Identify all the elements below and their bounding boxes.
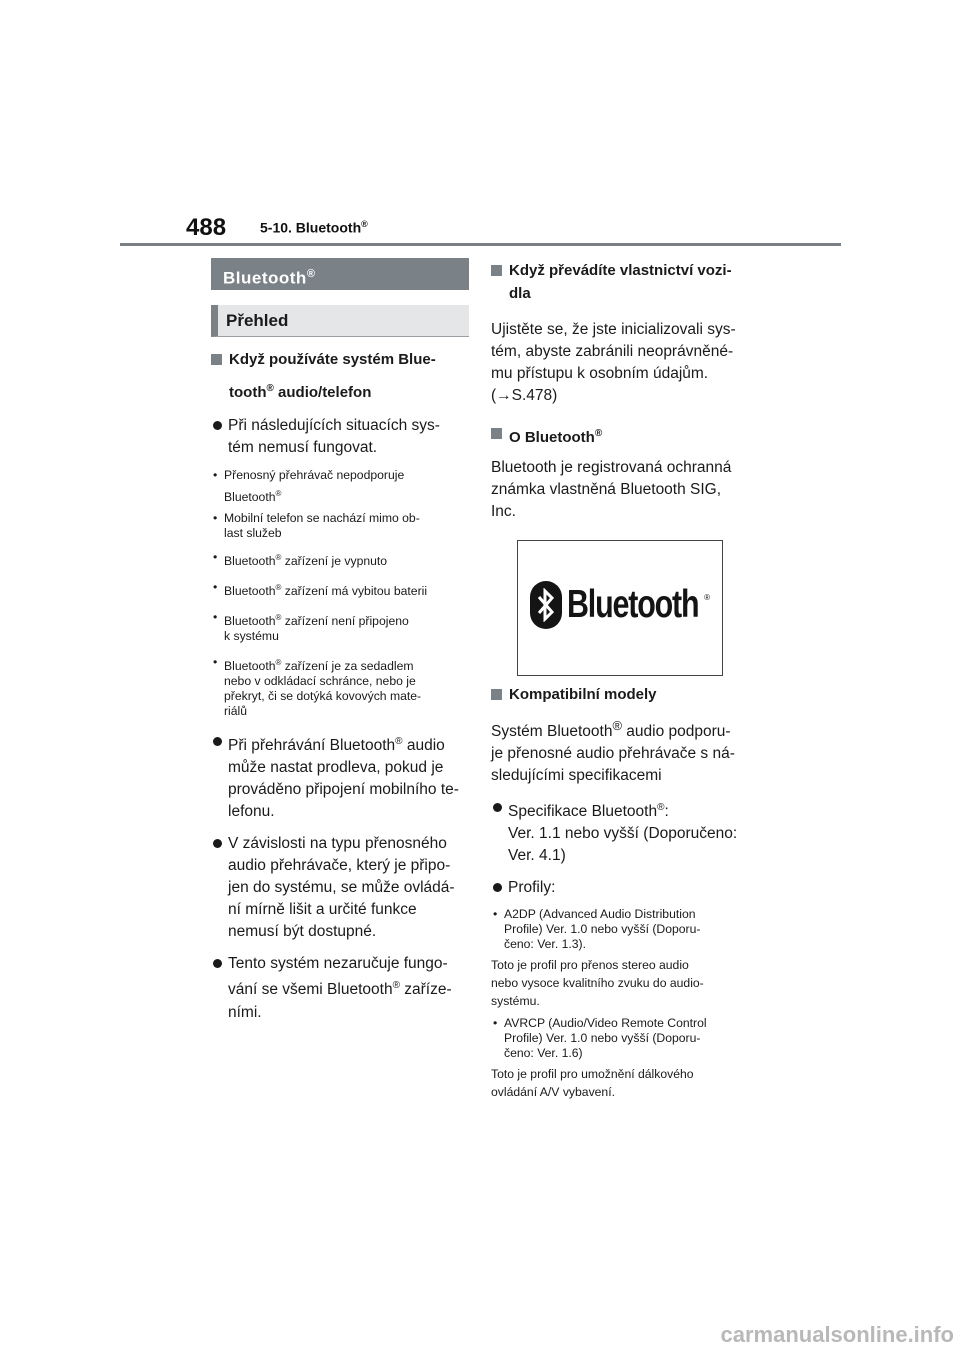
heading-audio-phone (211, 347, 469, 405)
note-a2dp (491, 956, 753, 1010)
left-column (211, 258, 469, 1024)
list-text: Bluetooth (224, 490, 276, 505)
heading-text: tooth (229, 384, 267, 401)
para-line: je přenosné audio přehrávače s ná- (491, 745, 735, 763)
bullet-line: ními. (228, 1003, 262, 1021)
bullet-line: Ver. 1.1 nebo vyšší (Doporučeno: (508, 825, 738, 843)
bullet-spec (491, 797, 753, 867)
page-reference: (→S.478) (491, 387, 558, 404)
list-text: Bluetooth (224, 584, 276, 599)
bullet-situations (211, 415, 469, 459)
note-line: nebo vysoce kvalitního zvuku do audio- (491, 976, 704, 991)
list-line: last služeb (224, 526, 282, 541)
heading-line: Když převádíte vlastnictví vozi- (509, 262, 732, 279)
list-item (211, 655, 469, 719)
registered-mark: ® (395, 736, 403, 748)
heading-line: Kompatibilní modely (509, 686, 657, 703)
registered-mark: ® (275, 658, 282, 668)
registered-mark: ® (275, 489, 282, 498)
para-line: tém, abyste zabránili neoprávněné- (491, 343, 734, 360)
para-line: Inc. (491, 503, 516, 520)
para-line: Ujistěte se, že jste inicializovali sys- (491, 321, 736, 338)
list-item (211, 580, 469, 599)
section-title-text: 5-10. Bluetooth (260, 219, 362, 236)
list-text: zařízení je za sedadlem (281, 659, 414, 674)
heading-line: dla (509, 285, 531, 302)
bullet-line: prováděno připojení mobilního te- (228, 781, 459, 799)
list-text: Bluetooth (224, 614, 276, 629)
list-text: zařízení má vybitou baterii (281, 584, 428, 599)
chapter-title: Bluetooth (223, 268, 307, 288)
paragraph-init (491, 319, 753, 407)
list-line: • Mobilní telefon se nachází mimo ob- (224, 511, 420, 526)
paragraph-trademark (491, 457, 753, 523)
bullet-text: : (664, 803, 669, 821)
list-text: zařízení je vypnuto (281, 554, 388, 569)
list-line (224, 610, 469, 629)
list-line: nebo v odkládací schránce, nebo je (224, 674, 416, 689)
registered-mark: ® (306, 268, 316, 280)
bullet-line: nemusí být dostupné. (228, 923, 377, 941)
list-line: Profile) Ver. 1.0 nebo vyšší (Doporu- (504, 1031, 701, 1046)
list-text: zařízení není připojeno (281, 614, 409, 629)
note-line: Toto je profil pro umožnění dálkového (491, 1067, 694, 1082)
subtitle-bar: Přehled (211, 305, 469, 337)
para-line: sledujícími specifikacemi (491, 767, 662, 785)
note-line: Toto je profil pro přenos stereo audio (491, 958, 689, 973)
list-text: Bluetooth (224, 554, 276, 569)
list-line (224, 580, 469, 599)
registered-mark: ® (361, 219, 368, 229)
logo-wordmark: Bluetooth (567, 583, 699, 626)
bullet-line: může nastat prodleva, pokud je (228, 759, 444, 777)
list-line: k systému (224, 629, 279, 644)
list-item (211, 468, 469, 505)
heading-compatible-models (491, 682, 753, 707)
list-line: riálů (224, 704, 248, 719)
bullet-line: Ver. 4.1) (508, 847, 566, 865)
chapter-title-bar (211, 258, 469, 290)
list-line: Profile) Ver. 1.0 nebo vyšší (Doporu- (504, 922, 701, 937)
logo-registered-mark: ® (704, 593, 710, 602)
bullet-line: audio přehrávače, který je připo- (228, 857, 451, 875)
list-line: překryt, či se dotýká kovových mate- (224, 689, 422, 704)
page-number: 488 (186, 214, 227, 241)
watermark-site[interactable]: carmanualsonline.info (720, 1322, 954, 1347)
paragraph-support (491, 715, 753, 787)
section-title (260, 219, 368, 236)
bullet-line: lefonu. (228, 803, 275, 821)
list-item-a2dp (491, 907, 753, 952)
list-text: Bluetooth (224, 659, 276, 674)
registered-mark: ® (266, 383, 274, 394)
bluetooth-logo (517, 540, 723, 676)
bullet-line (228, 975, 469, 1001)
list-line: • Přenosný přehrávač nepodporuje (224, 468, 405, 482)
registered-mark: ® (275, 583, 282, 593)
bullet-line: Při následujících situacích sys- (228, 417, 440, 434)
note-line: systému. (491, 994, 540, 1009)
para-line: mu přístupu k osobním údajům. (491, 365, 709, 382)
page-header (0, 0, 960, 250)
heading-ownership (491, 258, 753, 306)
bullet-line: ní mírně lišit a určité funkce (228, 901, 417, 919)
heading-text: audio/telefon (273, 384, 372, 401)
list-line: čeno: Ver. 1.6) (504, 1046, 583, 1061)
bullet-text: Specifikace Bluetooth (508, 803, 658, 821)
bluetooth-rune-icon (530, 581, 562, 629)
right-column (491, 258, 753, 1101)
heading-line (509, 421, 753, 450)
list-line: • AVRCP (Audio/Video Remote Control (504, 1016, 707, 1031)
bluetooth-rune-svg (536, 588, 556, 622)
list-line: • A2DP (Advanced Audio Distribution (504, 907, 696, 922)
registered-mark: ® (612, 718, 622, 733)
bullet-text: zaříze- (399, 981, 452, 999)
bullet-line: jen do systému, se může ovládá- (228, 879, 455, 897)
list-item (211, 550, 469, 569)
registered-mark: ® (594, 428, 603, 439)
registered-mark: ® (657, 802, 665, 814)
bullet-text: vání se všemi Bluetooth (228, 981, 393, 999)
note-avrcp (491, 1065, 753, 1101)
logo-group (530, 581, 735, 629)
heading-about-bluetooth (491, 421, 753, 450)
heading-line (229, 376, 469, 405)
registered-mark: ® (392, 980, 400, 992)
bullet-line: tém nemusí fungovat. (228, 439, 378, 456)
registered-mark: ® (275, 613, 282, 623)
list-line (224, 550, 469, 569)
heading-line: Když používáte systém Blue- (229, 351, 436, 368)
para-text: Systém Bluetooth (491, 723, 613, 741)
registered-mark: ® (275, 553, 282, 563)
bullet-delay (211, 731, 469, 823)
bullet-no-guarantee (211, 953, 469, 1023)
para-line: Bluetooth je registrovaná ochranná (491, 459, 732, 476)
para-line: známka vlastněná Bluetooth SIG, (491, 481, 722, 498)
bullet-line: V závislosti na typu přenosného (228, 835, 447, 853)
para-text: audio podporu- (622, 723, 731, 741)
para-line (491, 715, 753, 743)
heading-text: O Bluetooth (509, 429, 595, 446)
bullet-line: Profily: (508, 879, 556, 897)
header-rule (120, 243, 841, 246)
bullet-text: audio (402, 737, 445, 755)
bullet-text: Při přehrávání Bluetooth (228, 737, 396, 755)
bullet-line: Tento systém nezaručuje fungo- (228, 955, 448, 973)
list-item (211, 511, 469, 541)
bullet-line (508, 797, 753, 823)
list-item (211, 610, 469, 644)
list-line (224, 655, 469, 674)
bullet-player-type (211, 833, 469, 943)
list-line: čeno: Ver. 1.3). (504, 937, 586, 952)
bullet-line (228, 731, 469, 757)
list-item-avrcp (491, 1016, 753, 1061)
bullet-profiles (491, 877, 753, 899)
note-line: ovládání A/V vybavení. (491, 1085, 615, 1100)
list-line (224, 486, 469, 505)
